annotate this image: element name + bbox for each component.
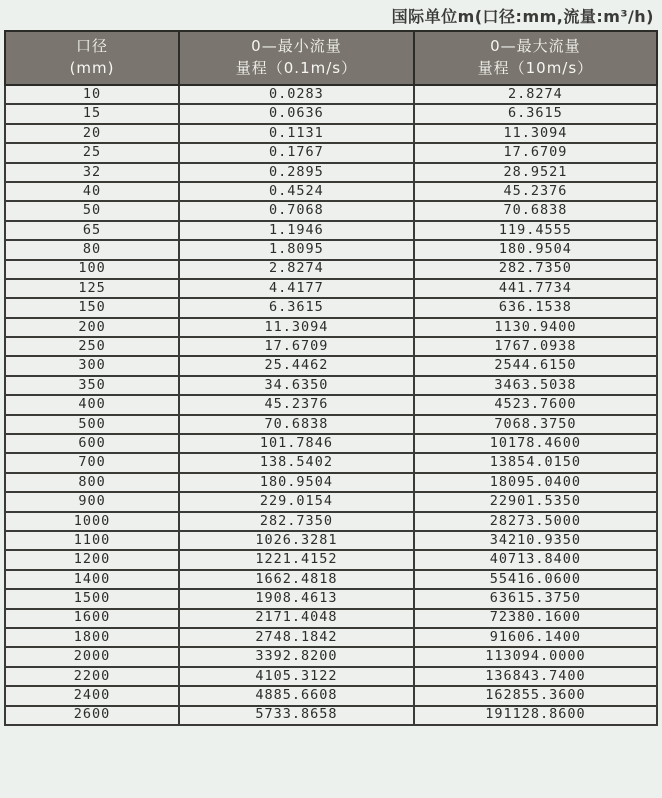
cell-diameter: 200 bbox=[5, 318, 179, 337]
col-header-max-flow bbox=[414, 31, 657, 85]
cell-diameter: 10 bbox=[5, 85, 179, 104]
cell-max-flow: 191128.8600 bbox=[414, 706, 657, 725]
cell-min-flow: 180.9504 bbox=[179, 473, 414, 492]
cell-max-flow: 282.7350 bbox=[414, 260, 657, 279]
cell-max-flow: 55416.0600 bbox=[414, 570, 657, 589]
cell-max-flow: 45.2376 bbox=[414, 182, 657, 201]
cell-min-flow: 11.3094 bbox=[179, 318, 414, 337]
cell-min-flow: 4.4177 bbox=[179, 279, 414, 298]
col-header-diameter bbox=[5, 31, 179, 85]
col-header-diameter-line1: 口径 bbox=[76, 37, 109, 56]
cell-min-flow: 1908.4613 bbox=[179, 589, 414, 608]
cell-diameter: 50 bbox=[5, 201, 179, 220]
cell-max-flow: 2.8274 bbox=[414, 85, 657, 104]
cell-diameter: 80 bbox=[5, 240, 179, 259]
cell-min-flow: 1221.4152 bbox=[179, 550, 414, 569]
header-row bbox=[5, 31, 657, 85]
cell-min-flow: 2.8274 bbox=[179, 260, 414, 279]
table-row bbox=[5, 104, 657, 123]
cell-min-flow: 4885.6608 bbox=[179, 686, 414, 705]
cell-min-flow: 45.2376 bbox=[179, 395, 414, 414]
table-row bbox=[5, 434, 657, 453]
cell-diameter: 600 bbox=[5, 434, 179, 453]
cell-min-flow: 1662.4818 bbox=[179, 570, 414, 589]
table-row bbox=[5, 221, 657, 240]
cell-max-flow: 70.6838 bbox=[414, 201, 657, 220]
table-row bbox=[5, 647, 657, 666]
table-row bbox=[5, 570, 657, 589]
cell-max-flow: 2544.6150 bbox=[414, 356, 657, 375]
table-row bbox=[5, 415, 657, 434]
cell-diameter: 1200 bbox=[5, 550, 179, 569]
table-row bbox=[5, 686, 657, 705]
table-body bbox=[5, 85, 657, 725]
cell-diameter: 1600 bbox=[5, 609, 179, 628]
cell-diameter: 2000 bbox=[5, 647, 179, 666]
cell-diameter: 2200 bbox=[5, 667, 179, 686]
col-header-min-flow bbox=[179, 31, 414, 85]
table-row bbox=[5, 550, 657, 569]
cell-max-flow: 18095.0400 bbox=[414, 473, 657, 492]
cell-diameter: 1000 bbox=[5, 512, 179, 531]
cell-diameter: 900 bbox=[5, 492, 179, 511]
cell-diameter: 150 bbox=[5, 298, 179, 317]
table-row bbox=[5, 492, 657, 511]
cell-max-flow: 28273.5000 bbox=[414, 512, 657, 531]
cell-max-flow: 22901.5350 bbox=[414, 492, 657, 511]
cell-diameter: 32 bbox=[5, 163, 179, 182]
cell-min-flow: 34.6350 bbox=[179, 376, 414, 395]
cell-max-flow: 180.9504 bbox=[414, 240, 657, 259]
cell-max-flow: 162855.3600 bbox=[414, 686, 657, 705]
cell-max-flow: 3463.5038 bbox=[414, 376, 657, 395]
cell-min-flow: 1.1946 bbox=[179, 221, 414, 240]
cell-min-flow: 0.2895 bbox=[179, 163, 414, 182]
col-header-min-flow-line2: 量程（0.1m/s） bbox=[235, 59, 358, 77]
cell-diameter: 40 bbox=[5, 182, 179, 201]
cell-max-flow: 72380.1600 bbox=[414, 609, 657, 628]
cell-diameter: 2400 bbox=[5, 686, 179, 705]
cell-max-flow: 7068.3750 bbox=[414, 415, 657, 434]
cell-min-flow: 0.0636 bbox=[179, 104, 414, 123]
flow-table-container bbox=[4, 30, 658, 726]
cell-max-flow: 1130.9400 bbox=[414, 318, 657, 337]
cell-min-flow: 70.6838 bbox=[179, 415, 414, 434]
cell-diameter: 1400 bbox=[5, 570, 179, 589]
table-row bbox=[5, 124, 657, 143]
cell-min-flow: 0.1131 bbox=[179, 124, 414, 143]
table-row bbox=[5, 279, 657, 298]
table-row bbox=[5, 298, 657, 317]
cell-diameter: 400 bbox=[5, 395, 179, 414]
cell-max-flow: 441.7734 bbox=[414, 279, 657, 298]
cell-min-flow: 0.1767 bbox=[179, 143, 414, 162]
cell-max-flow: 13854.0150 bbox=[414, 453, 657, 472]
table-row bbox=[5, 473, 657, 492]
col-header-max-flow-line1: 0—最大流量 bbox=[490, 37, 581, 56]
page-title: 国际单位m(口径:mm,流量:m³/h) bbox=[391, 6, 654, 26]
cell-min-flow: 0.4524 bbox=[179, 182, 414, 201]
table-row bbox=[5, 589, 657, 608]
cell-diameter: 20 bbox=[5, 124, 179, 143]
table-row bbox=[5, 609, 657, 628]
cell-min-flow: 229.0154 bbox=[179, 492, 414, 511]
table-row bbox=[5, 163, 657, 182]
table-row bbox=[5, 85, 657, 104]
cell-diameter: 2600 bbox=[5, 706, 179, 725]
cell-diameter: 300 bbox=[5, 356, 179, 375]
cell-min-flow: 138.5402 bbox=[179, 453, 414, 472]
cell-diameter: 65 bbox=[5, 221, 179, 240]
cell-max-flow: 4523.7600 bbox=[414, 395, 657, 414]
cell-min-flow: 1026.3281 bbox=[179, 531, 414, 550]
cell-min-flow: 3392.8200 bbox=[179, 647, 414, 666]
table-row bbox=[5, 182, 657, 201]
cell-min-flow: 0.7068 bbox=[179, 201, 414, 220]
cell-max-flow: 636.1538 bbox=[414, 298, 657, 317]
table-row bbox=[5, 667, 657, 686]
cell-min-flow: 5733.8658 bbox=[179, 706, 414, 725]
cell-min-flow: 2748.1842 bbox=[179, 628, 414, 647]
table-row bbox=[5, 356, 657, 375]
cell-min-flow: 17.6709 bbox=[179, 337, 414, 356]
cell-max-flow: 63615.3750 bbox=[414, 589, 657, 608]
cell-max-flow: 17.6709 bbox=[414, 143, 657, 162]
cell-diameter: 500 bbox=[5, 415, 179, 434]
table-row bbox=[5, 318, 657, 337]
cell-min-flow: 25.4462 bbox=[179, 356, 414, 375]
cell-min-flow: 282.7350 bbox=[179, 512, 414, 531]
cell-diameter: 800 bbox=[5, 473, 179, 492]
cell-max-flow: 136843.7400 bbox=[414, 667, 657, 686]
col-header-diameter-line2: (mm) bbox=[69, 59, 115, 77]
cell-diameter: 350 bbox=[5, 376, 179, 395]
cell-max-flow: 1767.0938 bbox=[414, 337, 657, 356]
cell-max-flow: 91606.1400 bbox=[414, 628, 657, 647]
cell-min-flow: 101.7846 bbox=[179, 434, 414, 453]
cell-min-flow: 0.0283 bbox=[179, 85, 414, 104]
table-row bbox=[5, 628, 657, 647]
cell-diameter: 1800 bbox=[5, 628, 179, 647]
cell-max-flow: 119.4555 bbox=[414, 221, 657, 240]
table-row bbox=[5, 376, 657, 395]
cell-max-flow: 10178.4600 bbox=[414, 434, 657, 453]
cell-max-flow: 113094.0000 bbox=[414, 647, 657, 666]
col-header-max-flow-line2: 量程（10m/s） bbox=[477, 59, 594, 77]
table-row bbox=[5, 395, 657, 414]
cell-diameter: 25 bbox=[5, 143, 179, 162]
cell-min-flow: 1.8095 bbox=[179, 240, 414, 259]
table-row bbox=[5, 201, 657, 220]
cell-diameter: 700 bbox=[5, 453, 179, 472]
cell-max-flow: 28.9521 bbox=[414, 163, 657, 182]
cell-diameter: 100 bbox=[5, 260, 179, 279]
cell-max-flow: 6.3615 bbox=[414, 104, 657, 123]
cell-min-flow: 4105.3122 bbox=[179, 667, 414, 686]
cell-min-flow: 6.3615 bbox=[179, 298, 414, 317]
table-row bbox=[5, 337, 657, 356]
cell-diameter: 15 bbox=[5, 104, 179, 123]
cell-diameter: 1100 bbox=[5, 531, 179, 550]
flow-rate-table bbox=[4, 30, 658, 726]
cell-max-flow: 11.3094 bbox=[414, 124, 657, 143]
cell-max-flow: 34210.9350 bbox=[414, 531, 657, 550]
table-row bbox=[5, 706, 657, 725]
cell-max-flow: 40713.8400 bbox=[414, 550, 657, 569]
table-row bbox=[5, 453, 657, 472]
col-header-min-flow-line1: 0—最小流量 bbox=[251, 37, 342, 56]
table-row bbox=[5, 260, 657, 279]
cell-diameter: 125 bbox=[5, 279, 179, 298]
table-row bbox=[5, 143, 657, 162]
table-row bbox=[5, 512, 657, 531]
cell-min-flow: 2171.4048 bbox=[179, 609, 414, 628]
cell-diameter: 1500 bbox=[5, 589, 179, 608]
table-row bbox=[5, 531, 657, 550]
table-row bbox=[5, 240, 657, 259]
cell-diameter: 250 bbox=[5, 337, 179, 356]
